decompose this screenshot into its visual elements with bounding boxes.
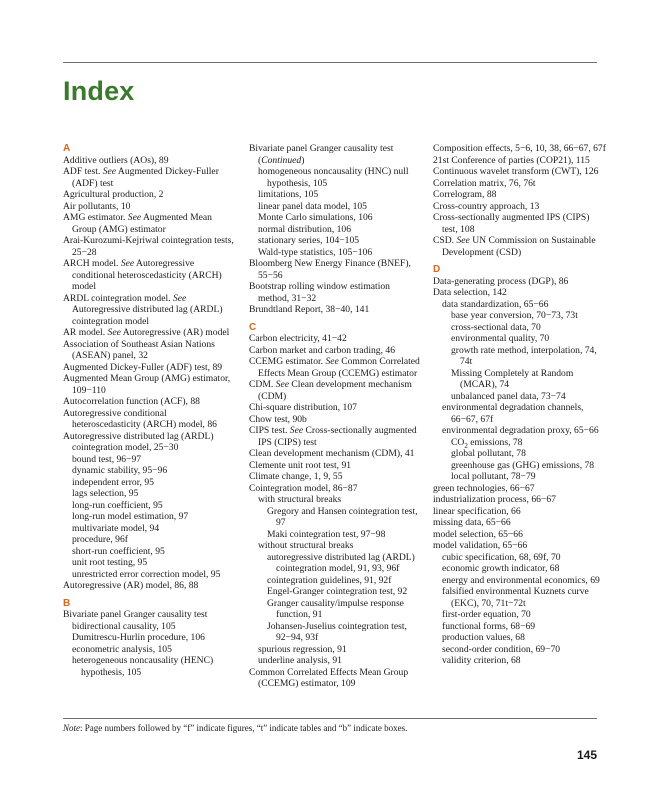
index-entry: CIPS test. See Cross-sectionally augmented IPS (CIPS) test xyxy=(249,425,417,448)
index-subentry: Dumitrescu-Hurlin procedure, 106 xyxy=(72,632,205,643)
index-entry: Carbon electricity, 41−42 xyxy=(249,333,347,344)
index-entry: green technologies, 66−67 xyxy=(433,482,535,494)
index-subentry: cointegration guidelines, 91, 92f xyxy=(267,574,392,586)
index-entry: Arai-Kurozumi-Kejriwal cointegration tests, 25−28 xyxy=(63,235,234,258)
index-subentry: Johansen-Juselius cointegration test, 92−94, 93f xyxy=(267,620,407,643)
index-subentry: Granger causality/impulse response function, 91 xyxy=(267,597,404,620)
index-entry: 21st Conference of parties (COP21), 115 xyxy=(433,154,590,166)
index-entry: Autocorrelation function (ACF), 88 xyxy=(63,396,200,407)
index-subentry: heterogeneous noncausality (HENC) hypothesis, 105 xyxy=(72,655,214,678)
index-subentry: Wald-type statistics, 105−106 xyxy=(258,246,373,258)
index-subentry: without structural breaks xyxy=(258,540,354,551)
index-entry: model validation, 65−66 xyxy=(433,540,528,551)
index-column-2 xyxy=(249,143,423,690)
index-entry: ARDL cointegration model. See Autoregressive distributed lag (ARDL) cointegration model xyxy=(63,292,223,327)
index-subentry: energy and environmental economics, 69 xyxy=(442,574,600,586)
index-entry: Augmented Mean Group (AMG) estimator, 109−110 xyxy=(63,373,231,396)
index-entry: Bivariate panel Granger causality test (Continued) xyxy=(249,143,394,166)
index-entry: missing data, 65−66 xyxy=(433,517,511,528)
index-subentry: production values, 68 xyxy=(442,632,525,643)
index-subentry: data standardization, 65−66 xyxy=(442,298,549,310)
index-subentry: econometric analysis, 105 xyxy=(72,643,172,655)
index-entry: Chi-square distribution, 107 xyxy=(249,402,357,413)
index-entry: Air pollutants, 10 xyxy=(63,200,131,212)
index-entry: Autoregressive (AR) model, 86, 88 xyxy=(63,580,199,591)
index-entry: Brundtland Report, 38−40, 141 xyxy=(249,304,370,315)
index-subentry: spurious regression, 91 xyxy=(258,643,347,655)
index-subentry: bidirectional causality, 105 xyxy=(72,620,176,632)
index-subentry: stationary series, 104−105 xyxy=(258,235,360,246)
index-subentry: multivariate model, 94 xyxy=(72,522,160,534)
index-subentry: cointegration model, 25−30 xyxy=(72,442,179,453)
index-subentry: Missing Completely at Random (MCAR), 74 xyxy=(451,367,574,390)
index-subentry: normal distribution, 106 xyxy=(258,223,352,235)
section-letter: B xyxy=(63,597,71,609)
index-entry: Composition effects, 5−6, 10, 38, 66−67, 67f xyxy=(433,143,606,154)
index-subentry: dynamic stability, 95−96 xyxy=(72,465,168,476)
index-subentry: first-order equation, 70 xyxy=(442,609,531,620)
index-subentry: unbalanced panel data, 73−74 xyxy=(451,390,566,402)
index-entry: CCEMG estimator. See Common Correlated Effects Mean Group (CCEMG) estimator xyxy=(249,356,420,379)
index-entry: CDM. See Clean development mechanism (CDM) xyxy=(249,379,412,402)
index-subentry: Maki cointegration test, 97−98 xyxy=(267,528,386,540)
page-title: Index xyxy=(63,76,135,106)
index-entry: Cross-sectionally augmented IPS (CIPS) test, 108 xyxy=(433,212,590,235)
index-subentry: greenhouse gas (GHG) emissions, 78 xyxy=(451,459,595,471)
section-letter: D xyxy=(433,264,441,275)
index-entry: Augmented Dickey-Fuller (ADF) test, 89 xyxy=(63,361,223,373)
index-entry: linear specification, 66 xyxy=(433,505,521,517)
index-subentry: functional forms, 68−69 xyxy=(442,620,536,632)
index-subentry: environmental degradation channels, 66−67, 67f xyxy=(442,402,584,425)
index-entry: Continuous wavelet transform (CWT), 126 xyxy=(433,166,599,177)
index-subentry: environmental degradation proxy, 65−66 xyxy=(442,425,599,436)
index-entry: Clemente unit root test, 91 xyxy=(249,459,352,471)
index-subentry: economic growth indicator, 68 xyxy=(442,563,560,574)
index-entry: Clean development mechanism (CDM), 41 xyxy=(249,448,415,459)
index-subentry: independent error, 95 xyxy=(72,476,154,488)
index-subentry: long-run coefficient, 95 xyxy=(72,499,163,511)
index-subentry: with structural breaks xyxy=(258,494,342,505)
index-column-3 xyxy=(433,143,607,667)
index-subentry: $CO_2$ emissions, 78 xyxy=(451,436,523,450)
header-rule xyxy=(63,62,597,63)
footnote: Note: Page numbers followed by “f” indicate figures, “t” indicate tables and “b” indicate boxes. xyxy=(63,723,408,733)
section-letter: A xyxy=(63,143,71,154)
index-subentry: environmental quality, 70 xyxy=(451,333,550,344)
index-subentry: validity criterion, 68 xyxy=(442,655,521,666)
index-subentry: short-run coefficient, 95 xyxy=(72,545,165,557)
footnote-rule xyxy=(63,718,597,719)
index-subentry: cross-sectional data, 70 xyxy=(451,321,541,333)
index-subentry: underline analysis, 91 xyxy=(258,655,342,666)
index-subentry: unit root testing, 95 xyxy=(72,557,148,568)
index-subentry: Monte Carlo simulations, 106 xyxy=(258,212,373,223)
index-entry: Chow test, 90b xyxy=(249,413,307,425)
index-entry: AMG estimator. See Augmented Mean Group (AMG) estimator xyxy=(63,212,212,235)
index-entry: industrialization process, 66−67 xyxy=(433,494,556,505)
index-entry: Autoregressive distributed lag (ARDL) xyxy=(63,430,214,442)
index-entry: Data-generating process (DGP), 86 xyxy=(433,275,569,287)
index-subentry: base year conversion, 70−73, 73t xyxy=(451,310,578,321)
index-subentry: lags selection, 95 xyxy=(72,488,139,499)
index-entry: ADF test. See Augmented Dickey-Fuller (ADF) test xyxy=(63,166,219,189)
index-entry: Data selection, 142 xyxy=(433,287,507,298)
index-entry: Common Correlated Effects Mean Group (CCEMG) estimator, 109 xyxy=(249,666,409,689)
index-entry: Association of Southeast Asian Nations (ASEAN) panel, 32 xyxy=(63,338,215,361)
index-entry: Bivariate panel Granger causality test xyxy=(63,609,208,620)
index-subentry: growth rate method, interpolation, 74, 74t xyxy=(451,344,597,367)
index-subentry: unrestricted error correction model, 95 xyxy=(72,568,221,580)
index-entry: Correlation matrix, 76, 76t xyxy=(433,177,536,189)
index-entry: Carbon market and carbon trading, 46 xyxy=(249,344,395,356)
index-subentry: local pollutant, 78−79 xyxy=(451,471,536,482)
index-subentry: bound test, 96−97 xyxy=(72,453,142,465)
index-subentry: procedure, 96f xyxy=(72,534,128,545)
index-entry: Climate change, 1, 9, 55 xyxy=(249,471,343,482)
index-subentry: homogeneous noncausality (HNC) null hypothesis, 105 xyxy=(258,166,409,189)
index-entry: Autoregressive conditional heteroscedasticity (ARCH) model, 86 xyxy=(63,407,217,430)
index-subentry: Gregory and Hansen cointegration test, 97 xyxy=(267,505,418,528)
index-entry: Bloomberg New Energy Finance (BNEF), 55−56 xyxy=(249,258,411,281)
index-subentry: cubic specification, 68, 69f, 70 xyxy=(442,551,561,563)
section-letter: C xyxy=(249,321,257,333)
index-subentry: autoregressive distributed lag (ARDL) cointegration model, 91, 93, 96f xyxy=(267,551,415,574)
index-subentry: linear panel data model, 105 xyxy=(258,200,367,212)
index-entry: model selection, 65−66 xyxy=(433,528,523,540)
index-subentry: limitations, 105 xyxy=(258,189,319,200)
index-column-1 xyxy=(63,143,237,678)
index-subentry: second-order condition, 69−70 xyxy=(442,643,561,655)
index-entry: Agricultural production, 2 xyxy=(63,189,164,200)
index-entry: AR model. See Autoregressive (AR) model xyxy=(63,327,230,338)
index-entry: Cross-country approach, 13 xyxy=(433,200,540,212)
index-subentry: long-run model estimation, 97 xyxy=(72,511,189,522)
index-subentry: global pollutant, 78 xyxy=(451,448,526,459)
index-entry: CSD. See UN Commission on Sustainable Development (CSD) xyxy=(433,235,596,258)
index-subentry: Engel-Granger cointegration test, 92 xyxy=(267,586,408,597)
page-number: 145 xyxy=(576,748,597,762)
index-entry: Cointegration model, 86−87 xyxy=(249,482,358,494)
index-entry: Additive outliers (AOs), 89 xyxy=(63,154,169,166)
index-entry: Bootstrap rolling window estimation method, 31−32 xyxy=(249,281,390,304)
index-entry: Correlogram, 88 xyxy=(433,189,497,200)
index-subentry: falsified environmental Kuznets curve (EKC), 70, 71t−72t xyxy=(442,586,589,609)
index-entry: ARCH model. See Autoregressive conditional heteroscedasticity (ARCH) model xyxy=(63,258,222,292)
